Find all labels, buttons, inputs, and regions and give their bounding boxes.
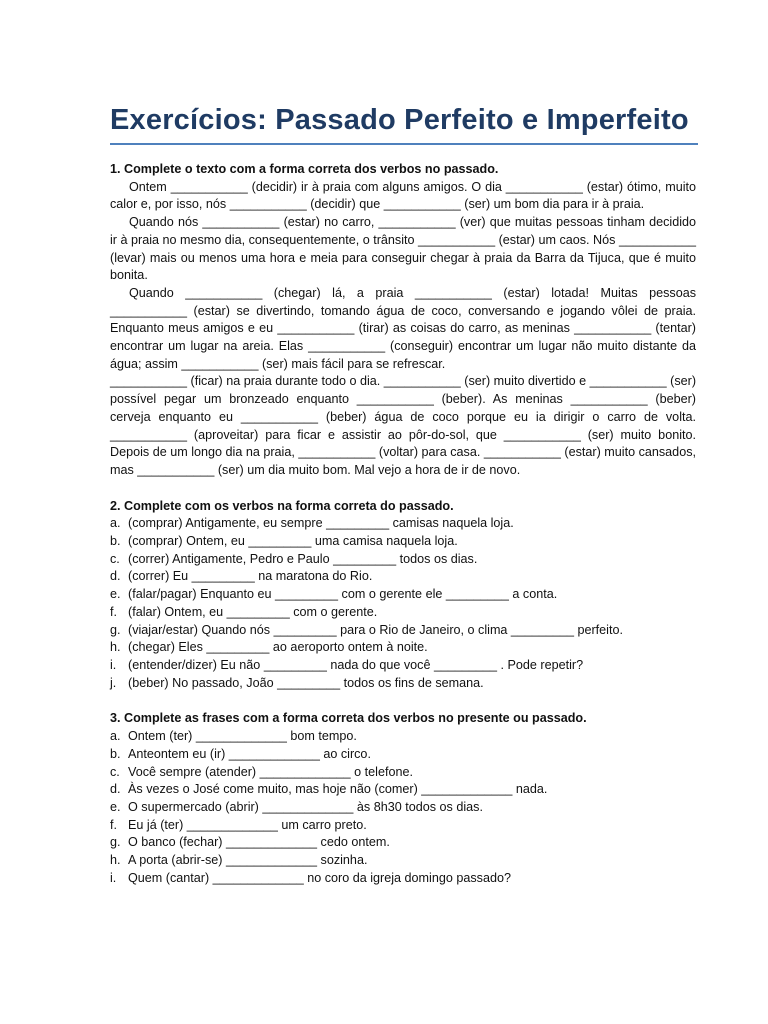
list-letter: i. (110, 870, 117, 885)
list-text: (comprar) Antigamente, eu sempre _________ camisas naquela loja. (128, 516, 514, 531)
list-text: A porta (abrir-se) _____________ sozinha. (128, 853, 368, 868)
list-text: (correr) Antigamente, Pedro e Paulo _________ todos os dias. (128, 551, 478, 566)
list-item (110, 551, 696, 569)
list-letter: c. (110, 764, 120, 779)
list-letter: a. (110, 729, 121, 744)
list-text: (falar) Ontem, eu _________ com o gerente. (128, 604, 378, 619)
spacer (110, 692, 696, 710)
list-text: (falar/pagar) Enquanto eu _________ com o gerente ele _________ a conta. (128, 587, 558, 602)
list-letter: f. (110, 817, 117, 832)
list-text: Quem (cantar) _____________ no coro da igreja domingo passado? (128, 870, 511, 885)
exercise-1-paragraph-4: ___________ (ficar) na praia durante todo o dia. ___________ (ser) muito divertido e ___________ (ser) possível pegar um bronzeado enquanto ___________ (beber). As meninas ___________ (beber) cerveja enquanto eu ___________ (beber) água de coco porque eu ia dirigir o carro de volta. ___________ (aproveitar) para ficar e assistir ao pôr-do-sol, que ___________ (ser) muito bonito. Depois de um longo dia na praia, ___________ (voltar) para casa. ___________ (estar) muito cansados, mas ___________ (ser) um dia muito bom. Mal vejo a hora de ir de novo. (110, 374, 697, 477)
list-item (110, 817, 696, 835)
list-item (110, 568, 696, 586)
list-letter: e. (110, 799, 121, 814)
list-text: Às vezes o José come muito, mas hoje não (comer) _____________ nada. (128, 782, 548, 797)
list-item (110, 533, 696, 551)
exercise-1-heading: 1. Complete o texto com a forma correta dos verbos no passado. (110, 162, 499, 176)
list-letter: g. (110, 622, 121, 637)
list-letter: g. (110, 835, 121, 850)
exercise-3 (110, 710, 696, 887)
list-text: (correr) Eu _________ na maratona do Rio. (128, 569, 373, 584)
list-item (110, 604, 696, 622)
list-letter: c. (110, 551, 120, 566)
exercise-3-heading: 3. Complete as frases com a forma correta dos verbos no presente ou passado. (110, 711, 587, 726)
exercise-2-heading: 2. Complete com os verbos na forma correta do passado. (110, 498, 454, 513)
list-item (110, 834, 696, 852)
list-letter: a. (110, 516, 121, 531)
list-item (110, 870, 696, 888)
list-item (110, 639, 696, 657)
list-letter: f. (110, 604, 117, 619)
list-text: (entender/dizer) Eu não _________ nada do que você _________ . Pode repetir? (128, 657, 584, 672)
exercise-1-paragraph-1: Ontem ___________ (decidir) ir à praia com alguns amigos. O dia ___________ (estar) ótimo, muito calor e, por isso, nós ___________ (decidir) que ___________ (ser) um bom dia para ir à praia. (110, 179, 696, 212)
list-text: (comprar) Ontem, eu _________ uma camisa naquela loja. (128, 534, 458, 549)
list-letter: j. (110, 675, 117, 690)
list-text: (viajar/estar) Quando nós _________ para o Rio de Janeiro, o clima _________ perfeito. (128, 622, 623, 637)
list-text: O supermercado (abrir) _____________ às 8h30 todos os dias. (128, 799, 483, 814)
list-text: (beber) No passado, João _________ todos os fins de semana. (128, 675, 484, 690)
list-text: (chegar) Eles _________ ao aeroporto ontem à noite. (128, 640, 428, 655)
list-item (110, 675, 696, 693)
list-text: Você sempre (atender) _____________ o telefone. (128, 764, 413, 779)
exercise-1 (110, 161, 696, 480)
list-item (110, 799, 696, 817)
list-item (110, 515, 696, 533)
title-underline (110, 143, 698, 145)
page-title: Exercícios: Passado Perfeito e Imperfeito (110, 104, 689, 136)
list-text: Eu já (ter) _____________ um carro preto. (128, 817, 367, 832)
list-letter: h. (110, 853, 121, 868)
list-letter: i. (110, 657, 117, 672)
list-item (110, 657, 696, 675)
exercise-1-paragraph-3: Quando ___________ (chegar) lá, a praia ___________ (estar) lotada! Muitas pessoas ___________ (estar) se divertindo, tomando água de coco, conversando e jogando vôlei de praia. Enquanto meus amigos e eu ___________ (tirar) as coisas do carro, as meninas ___________ (tentar) encontrar um lugar na areia. Elas ___________ (conseguir) encontrar um lugar não muito distante da água; assim ___________ (ser) mais fácil para se refrescar. (110, 285, 696, 371)
list-item (110, 728, 696, 746)
list-item (110, 852, 696, 870)
list-letter: b. (110, 746, 121, 761)
list-item (110, 781, 696, 799)
spacer (110, 480, 696, 498)
list-text: Anteontem eu (ir) _____________ ao circo. (128, 746, 371, 761)
list-item (110, 622, 696, 640)
list-item (110, 586, 696, 604)
document-page (110, 104, 696, 887)
list-letter: b. (110, 534, 121, 549)
list-letter: d. (110, 782, 121, 797)
exercise-2 (110, 498, 696, 693)
list-item (110, 746, 696, 764)
list-letter: h. (110, 640, 121, 655)
list-text: Ontem (ter) _____________ bom tempo. (128, 729, 357, 744)
list-text: O banco (fechar) _____________ cedo ontem. (128, 835, 390, 850)
list-letter: e. (110, 587, 121, 602)
list-item (110, 764, 696, 782)
list-letter: d. (110, 569, 121, 584)
exercise-1-paragraph-2: Quando nós ___________ (estar) no carro, ___________ (ver) que muitas pessoas tinham decidido ir à praia no mesmo dia, consequentemente, o trânsito ___________ (estar) um caos. Nós ___________ (levar) mais ou menos uma hora e meia para conseguir chegar à praia da Barra da Tijuca, que é muito bonita. (110, 215, 696, 283)
